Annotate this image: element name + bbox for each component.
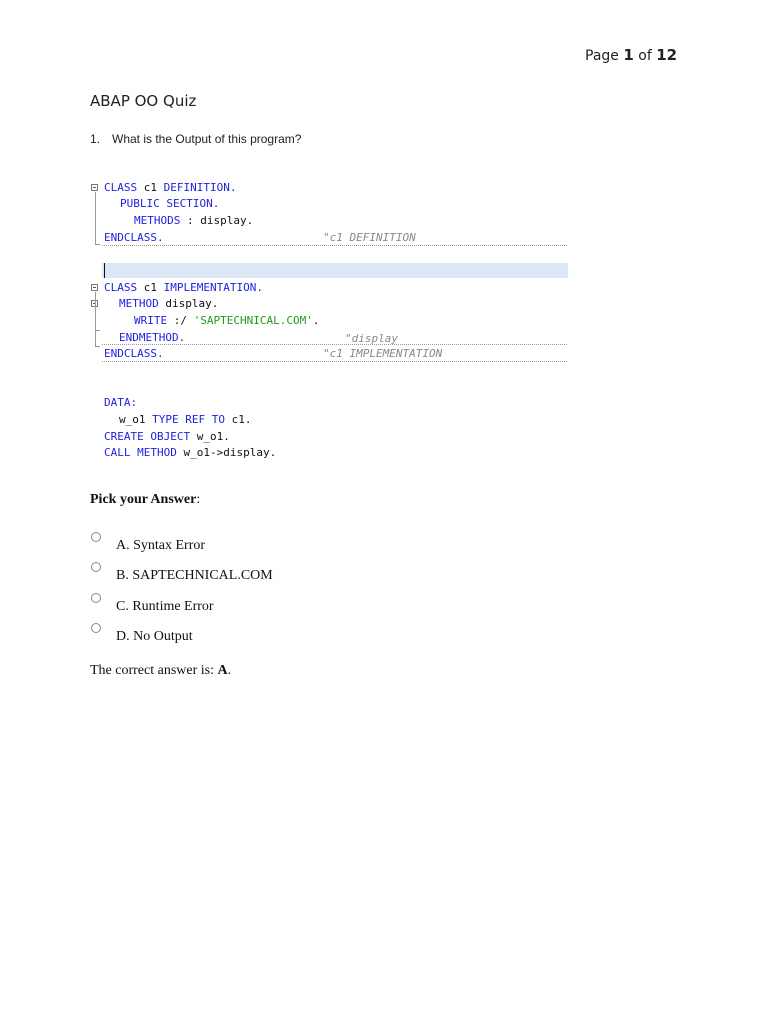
code-comment: "c1 DEFINITION: [323, 231, 416, 244]
current-line-highlight[interactable]: [102, 263, 568, 278]
code-comment: "c1 IMPLEMENTATION: [323, 347, 443, 360]
option-label: A. Syntax Error: [116, 538, 206, 553]
fold-guide-end: [95, 346, 100, 347]
radio-button-icon[interactable]: [91, 532, 101, 542]
answer-value: A: [217, 663, 228, 678]
code-line: CLASS c1 DEFINITION.: [104, 181, 237, 194]
option-label: B. SAPTECHNICAL.COM: [116, 568, 273, 583]
fold-toggle-icon[interactable]: [90, 280, 104, 296]
question-text: What is the Output of this program?: [112, 132, 302, 146]
page-of-label: of: [638, 48, 652, 64]
fold-guide-end: [95, 244, 100, 245]
option-label: C. Runtime Error: [116, 599, 214, 614]
code-line: METHOD display.: [119, 297, 219, 310]
fold-guide: [95, 192, 96, 244]
fold-guide: [95, 292, 96, 346]
text-cursor: [104, 263, 105, 278]
page-current: 1: [623, 46, 634, 64]
code-line: DATA:: [104, 396, 138, 409]
code-line: CLASS c1 IMPLEMENTATION.: [104, 281, 263, 294]
option-label: D. No Output: [116, 629, 193, 644]
radio-button-icon[interactable]: [91, 623, 101, 633]
radio-button-icon[interactable]: [91, 562, 101, 572]
code-line: PUBLIC SECTION.: [120, 197, 220, 210]
code-line: ENDCLASS.: [104, 347, 164, 360]
code-line: CALL METHOD w_o1->display.: [104, 446, 277, 459]
fold-toggle-icon[interactable]: [90, 296, 104, 312]
page-number: [585, 46, 677, 64]
code-line: CREATE OBJECT w_o1.: [104, 430, 230, 443]
correct-answer: [90, 663, 231, 679]
page-total: 12: [656, 46, 678, 64]
fold-toggle-icon[interactable]: [90, 180, 104, 196]
code-line: ENDCLASS.: [104, 231, 164, 244]
code-comment: "display: [345, 332, 398, 345]
question-1: [90, 132, 301, 146]
block-separator: [102, 245, 567, 246]
answer-suffix: .: [227, 663, 232, 678]
document-title: ABAP OO Quiz: [90, 92, 197, 110]
code-line: WRITE :/ 'SAPTECHNICAL.COM'.: [134, 314, 320, 327]
code-line: ENDMETHOD.: [119, 331, 186, 344]
page-label: Page: [585, 48, 619, 64]
code-line: METHODS : display.: [134, 214, 254, 227]
block-separator: [102, 344, 567, 345]
code-line: w_o1 TYPE REF TO c1.: [119, 413, 252, 426]
question-number: 1.: [90, 132, 101, 146]
fold-guide-end: [95, 330, 100, 331]
answer-prefix: The correct answer is:: [90, 663, 218, 678]
pick-answer-label: Pick your Answer:: [90, 492, 201, 507]
radio-button-icon[interactable]: [91, 593, 101, 603]
block-separator: [102, 361, 567, 362]
